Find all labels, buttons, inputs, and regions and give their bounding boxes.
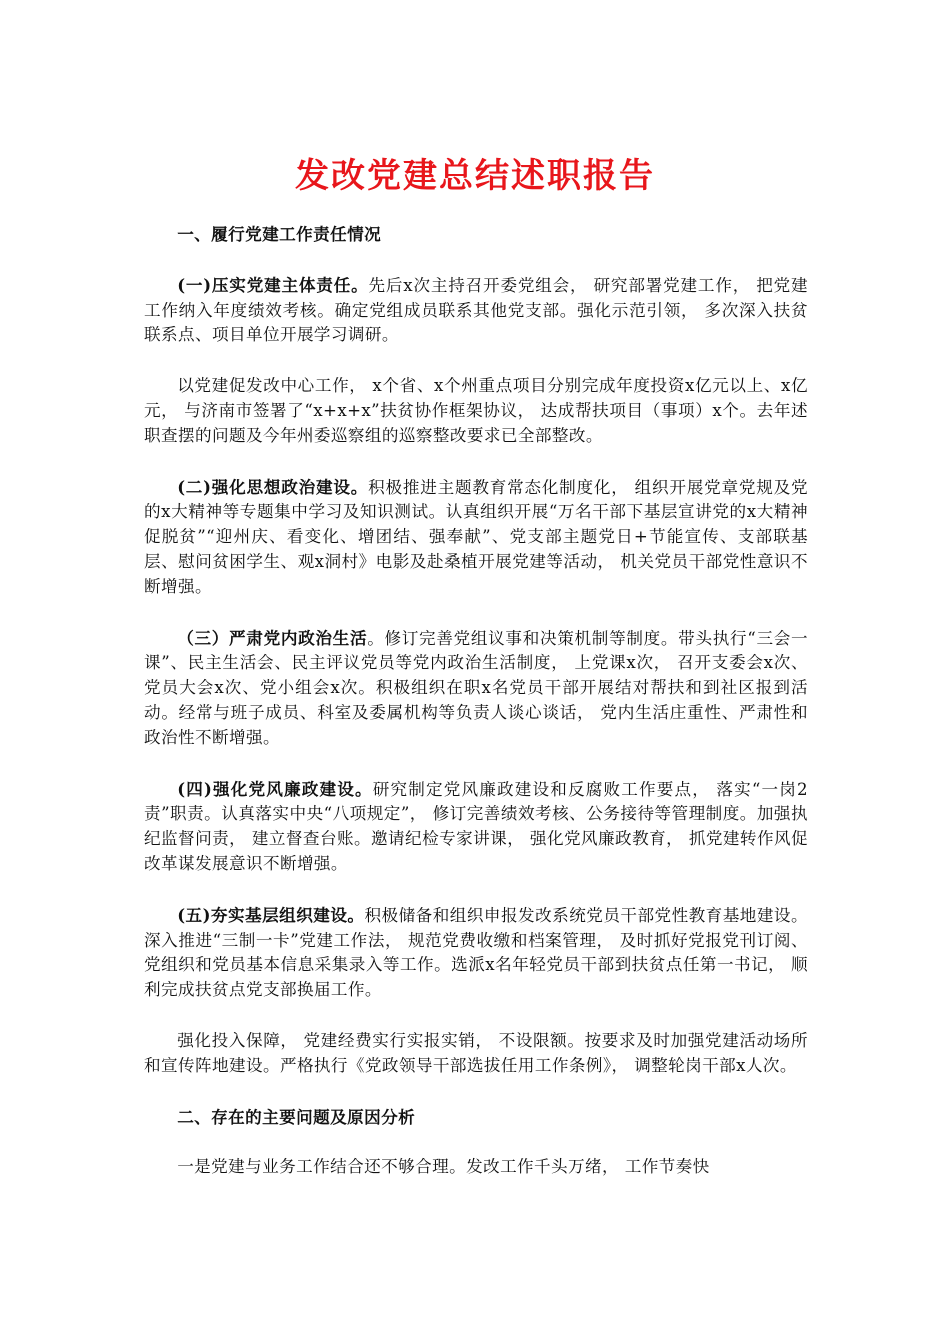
document-body [144, 222, 808, 1206]
paragraph-5 [144, 777, 808, 877]
section-heading-1: 一、履行党建工作责任情况 [177, 224, 382, 244]
paragraph-4 [144, 626, 808, 751]
section-heading-2: 二、存在的主要问题及原因分析 [177, 1106, 416, 1127]
paragraph-lead: (一)压实党建主体责任。 [177, 274, 369, 295]
paragraph-1 [144, 273, 808, 348]
paragraph-lead: （三）严肃党内政治生活 [177, 627, 368, 648]
paragraph-lead: (二)强化思想政治建设。 [177, 476, 369, 497]
paragraph-text: 以党建促发改中心工作， x个省、x个州重点项目分别完成年度投资x亿元以上、x亿元， 与济南市签署了“x+x+x”扶贫协作框架协议， 达成帮扶项目（事项）x个。去年述职查摆的问题及今年州委巡察组的巡察整改要求已全部整改。 [144, 376, 808, 445]
paragraph-text: 强化投入保障， 党建经费实行实报实销， 不设限额。按要求及时加强党建活动场所和宣传阵地建设。严格执行《党政领导干部选拔任用工作条例》， 调整轮岗干部x人次。 [144, 1030, 808, 1075]
paragraph-text: 一是党建与业务工作结合还不够合理。发改工作千头万绪， 工作节奏快 [177, 1157, 710, 1177]
paragraph-7 [144, 1029, 808, 1079]
paragraph-text: 积极储备和组织申报发改系统党员干部党性教育基地建设。深入推进“三制一卡”党建工作法， 规范党费收缴和档案管理， 及时抓好党报党刊订阅、党组织和党员基本信息采集录入等工作。选派x名年轻党员干部到扶贫点任第一书记， 顺利完成扶贫点党支部换届工作。 [144, 905, 808, 1000]
document-title: 发改党建总结述职报告 [295, 156, 655, 196]
paragraph-2 [144, 374, 808, 448]
paragraph-8 [144, 1155, 808, 1180]
paragraph-text: 先后x次主持召开委党组会， 研究部署党建工作， 把党建工作纳入年度绩效考核。确定党组成员联系其他党支部。强化示范引领， 多次深入扶贫联系点、项目单位开展学习调研。 [144, 275, 808, 345]
paragraph-3 [144, 475, 808, 600]
paragraph-6 [144, 903, 808, 1003]
paragraph-text: 积极推进主题教育常态化制度化， 组织开展党章党规及党的x大精神等专题集中学习及知识测试。认真组织开展“万名干部下基层宣讲党的x大精神促脱贫”“迎州庆、看变化、增团结、强奉献”、党支部主题党日+节能宣传、支部联基层、慰问贫困学生、观x洞村》电影及赴桑植开展党建等活动， 机关党员干部党性意识不断增强。 [144, 477, 808, 596]
paragraph-text: 。修订完善党组议事和决策机制等制度。带头执行“三会一课”、民主生活会、民主评议党员等党内政治生活制度， 上党课x次， 召开支委会x次、党员大会x次、党小组会x次。积极组织在职x名党员干部开展结对帮扶和到社区报到活动。经常与班子成员、科室及委属机构等负责人谈心谈话， 党内生活庄重性、严肃性和政治性不断增强。 [144, 628, 808, 747]
paragraph-lead: (五)夯实基层组织建设。 [177, 904, 365, 925]
paragraph-text: 研究制定党风廉政建设和反腐败工作要点， 落实“一岗2责”职责。认真落实中央“八项规定”， 修订完善绩效考核、公务接待等管理制度。加强执纪监督问责， 建立督查台账。邀请纪检专家讲课， 强化党风廉政教育， 抓党建转作风促改革谋发展意识不断增强。 [144, 779, 808, 873]
paragraph-lead: (四)强化党风廉政建设。 [177, 778, 373, 799]
